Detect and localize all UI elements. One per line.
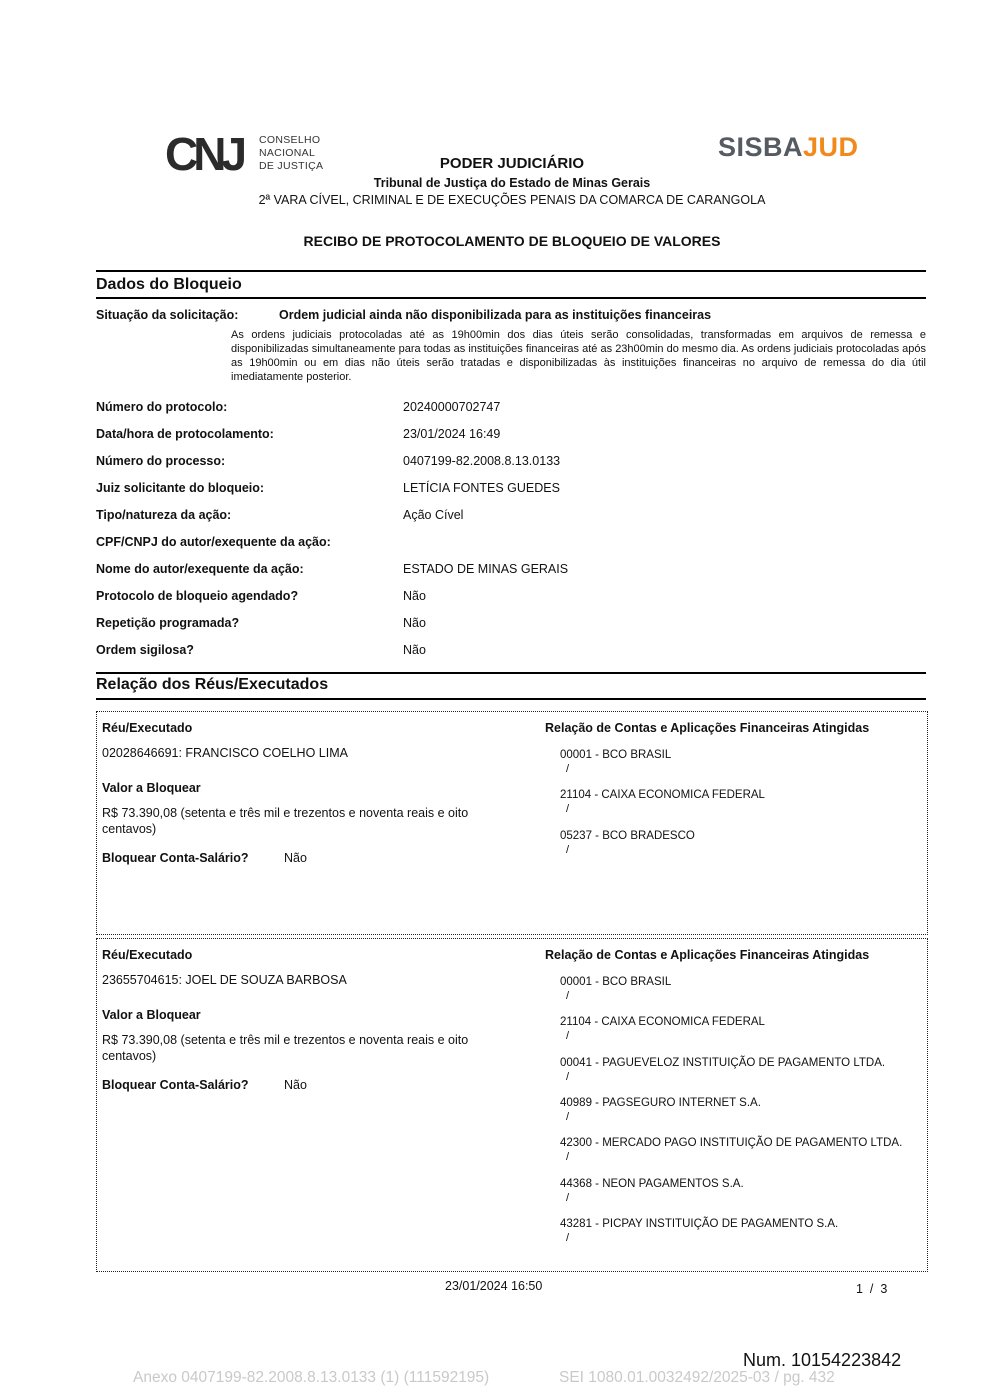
- account-item: 43281 - PICPAY INSTITUIÇÃO DE PAGAMENTO S.A.: [560, 1218, 839, 1230]
- field-label: Número do protocolo:: [96, 400, 228, 414]
- field-label: CPF/CNPJ do autor/exequente da ação:: [96, 535, 331, 549]
- field-value: 20240000702747: [403, 400, 501, 414]
- account-slash: /: [566, 803, 570, 815]
- field-value: 0407199-82.2008.8.13.0133: [403, 454, 561, 468]
- situacao-value: Ordem judicial ainda não disponibilizada para as instituições financeiras: [279, 308, 712, 322]
- cnj-logo-text: CONSELHO NACIONAL DE JUSTIÇA: [259, 134, 324, 172]
- reu-label: Réu/Executado: [102, 948, 193, 962]
- field-label: Ordem sigilosa?: [96, 643, 194, 657]
- cnj-logo-mark: CNJ: [165, 128, 243, 180]
- tribunal-heading: Tribunal de Justiça do Estado de Minas Gerais: [373, 176, 651, 190]
- field-label: Tipo/natureza da ação:: [96, 508, 232, 522]
- conta-salario-value: Não: [284, 1078, 307, 1092]
- account-slash: /: [566, 1232, 570, 1244]
- reu-name: 02028646691: FRANCISCO COELHO LIMA: [102, 746, 348, 760]
- account-slash: /: [566, 990, 570, 1002]
- account-item: 00041 - PAGUEVELOZ INSTITUIÇÃO DE PAGAMENTO LTDA.: [560, 1057, 886, 1069]
- footer-date: 23/01/2024 16:50: [445, 1279, 543, 1293]
- account-item: 00001 - BCO BRASIL: [560, 749, 672, 761]
- poder-judiciario-heading: PODER JUDICIÁRIO: [439, 155, 585, 172]
- field-value: Não: [403, 616, 426, 630]
- account-slash: /: [566, 763, 570, 775]
- field-value: 23/01/2024 16:49: [403, 427, 501, 441]
- sei-watermark: SEI 1080.01.0032492/2025-03 / pg. 432: [559, 1369, 835, 1386]
- page-number: 1 / 3: [856, 1282, 888, 1296]
- account-slash: /: [566, 1071, 570, 1083]
- account-item: 40989 - PAGSEGURO INTERNET S.A.: [560, 1097, 761, 1109]
- reu-card: [96, 711, 928, 935]
- reu-name: 23655704615: JOEL DE SOUZA BARBOSA: [102, 973, 347, 987]
- conta-salario-label: Bloquear Conta-Salário?: [102, 1078, 249, 1092]
- anexo-watermark: Anexo 0407199-82.2008.8.13.0133 (1) (111592195): [133, 1369, 490, 1386]
- account-item: 05237 - BCO BRADESCO: [560, 830, 695, 842]
- field-label: Repetição programada?: [96, 616, 240, 630]
- field-label: Juiz solicitante do bloqueio:: [96, 481, 265, 495]
- field-label: Nome do autor/exequente da ação:: [96, 562, 304, 576]
- vara-heading: 2ª VARA CÍVEL, CRIMINAL E DE EXECUÇÕES PENAIS DA COMARCA DE CARANGOLA: [258, 193, 766, 207]
- conta-salario-label: Bloquear Conta-Salário?: [102, 851, 249, 865]
- account-slash: /: [566, 1192, 570, 1204]
- document-number: Num. 10154223842: [743, 1350, 902, 1370]
- account-item: 21104 - CAIXA ECONOMICA FEDERAL: [560, 789, 765, 801]
- account-slash: /: [566, 1111, 570, 1123]
- account-slash: /: [566, 1151, 570, 1163]
- account-item: 21104 - CAIXA ECONOMICA FEDERAL: [560, 1016, 765, 1028]
- section-title-dados: Dados do Bloqueio: [96, 276, 242, 293]
- field-value: LETÍCIA FONTES GUEDES: [403, 481, 560, 495]
- contas-label: Relação de Contas e Aplicações Financeiras Atingidas: [545, 948, 870, 962]
- contas-label: Relação de Contas e Aplicações Financeiras Atingidas: [545, 721, 870, 735]
- field-value: Ação Cível: [403, 508, 464, 522]
- divider: [96, 270, 926, 272]
- divider: [96, 698, 926, 700]
- situacao-note: As ordens judiciais protocoladas até as 19h00min dos dias úteis serão consolidadas, transformadas em arquivos de remessa e disponibilizadas simultaneamente para todas as instituições financeiras até as 23h00min do mesmo dia. As ordens judiciais protocoladas após as 19h00min ou em dias não úteis serão tratadas e disponibilizadas às instituições financeiras no arquivo de remessa do dia útil imediatamente posterior.: [231, 329, 926, 383]
- account-slash: /: [566, 844, 570, 856]
- field-label: Número do processo:: [96, 454, 226, 468]
- valor-label: Valor a Bloquear: [102, 781, 201, 795]
- divider: [96, 297, 926, 299]
- account-slash: /: [566, 1030, 570, 1042]
- account-item: 42300 - MERCADO PAGO INSTITUIÇÃO DE PAGAMENTO LTDA.: [560, 1137, 903, 1149]
- conta-salario-value: Não: [284, 851, 307, 865]
- field-value: Não: [403, 589, 426, 603]
- situacao-label: Situação da solicitação:: [96, 308, 239, 322]
- section-title-reus: Relação dos Réus/Executados: [96, 676, 329, 693]
- field-label: Data/hora de protocolamento:: [96, 427, 274, 441]
- divider: [96, 672, 926, 674]
- field-value: Não: [403, 643, 426, 657]
- field-label: Protocolo de bloqueio agendado?: [96, 589, 299, 603]
- valor-value: R$ 73.390,08 (setenta e três mil e trezentos e noventa reais e oito centavos): [102, 806, 469, 836]
- reu-card: [96, 938, 928, 1272]
- sisbajud-logo: SISBAJUD: [718, 132, 859, 162]
- document-title: RECIBO DE PROTOCOLAMENTO DE BLOQUEIO DE VALORES: [303, 233, 721, 249]
- account-item: 00001 - BCO BRASIL: [560, 976, 672, 988]
- account-item: 44368 - NEON PAGAMENTOS S.A.: [560, 1178, 744, 1190]
- valor-label: Valor a Bloquear: [102, 1008, 201, 1022]
- field-value: ESTADO DE MINAS GERAIS: [403, 562, 569, 576]
- reu-label: Réu/Executado: [102, 721, 193, 735]
- valor-value: R$ 73.390,08 (setenta e três mil e trezentos e noventa reais e oito centavos): [102, 1033, 469, 1063]
